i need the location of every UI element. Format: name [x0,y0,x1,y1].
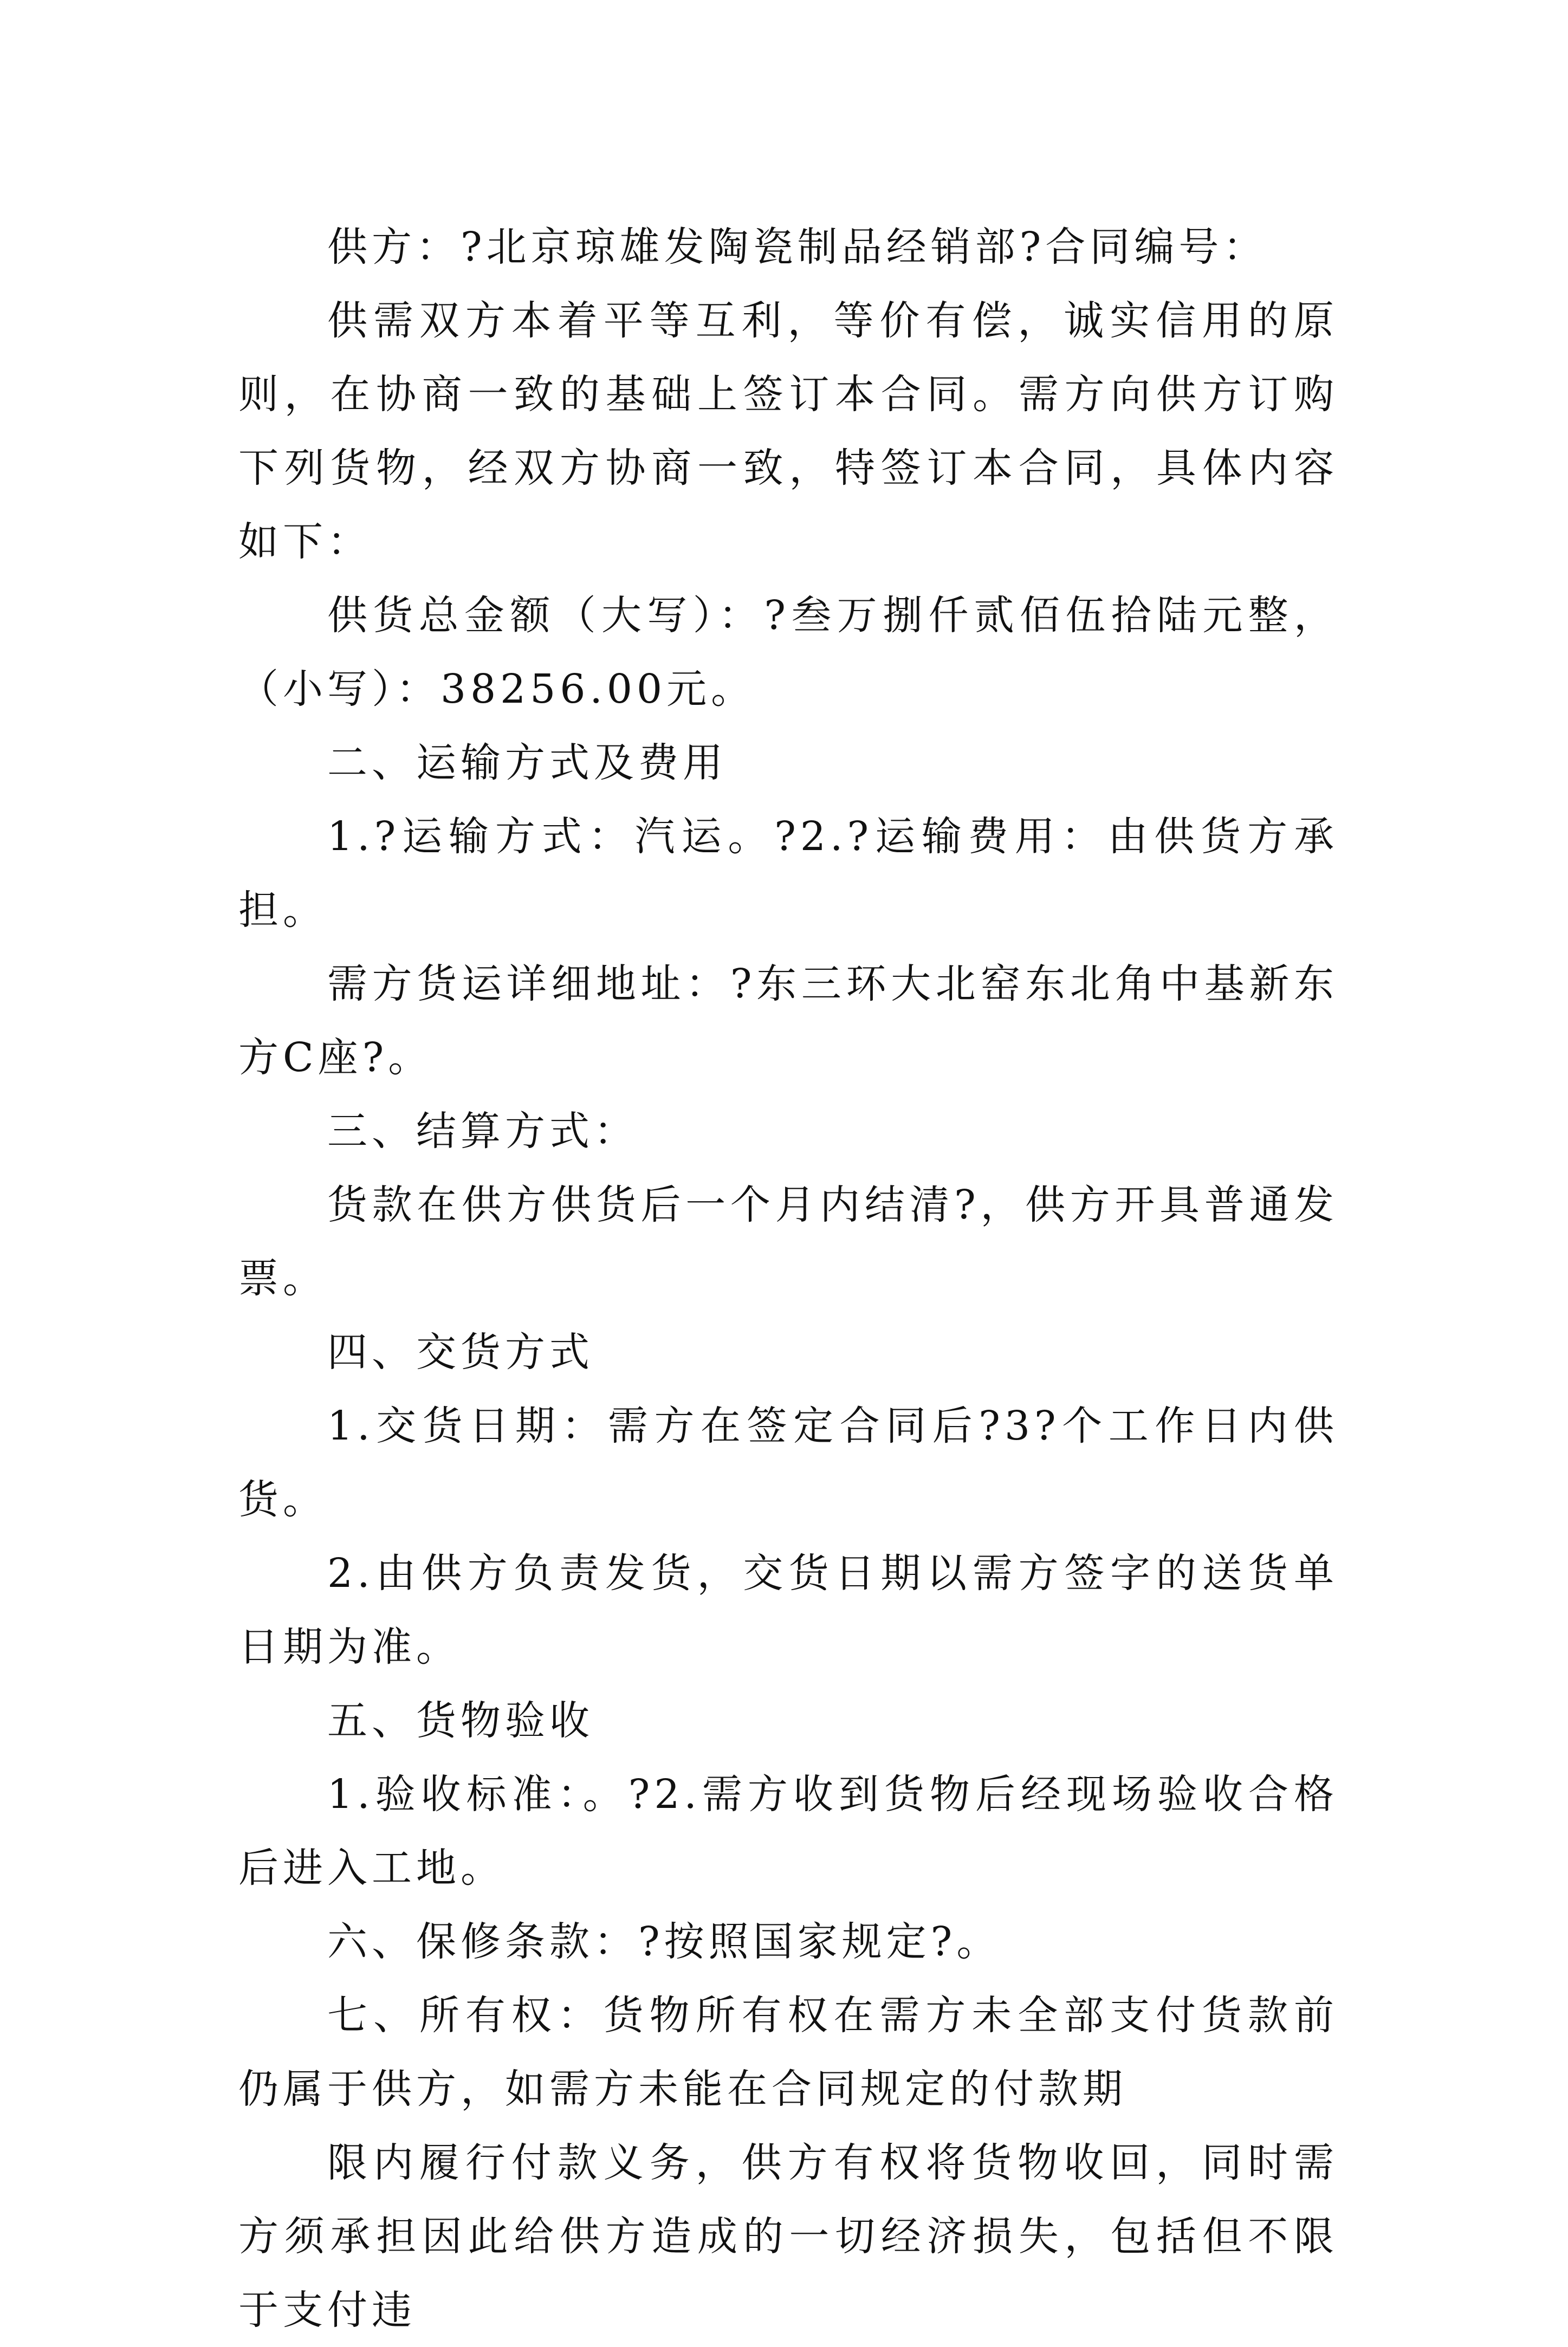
delivery-responsibility-clause: 2.由供方负责发货，交货日期以需方签字的送货单日期为准。 [238,1550,1338,1670]
supplier-line: 供方：?北京琼雄发陶瓷制品经销部?合同编号： [327,224,1268,270]
ownership-clause: 七、所有权：货物所有权在需方未全部支付货款前仍属于供方，如需方未能在合同规定的付款期 [238,1992,1338,2112]
transport-terms: 1.?运输方式：汽运。?2.?运输费用：由供货方承担。 [238,813,1338,933]
preamble-paragraph: 供需双方本着平等互利，等价有偿，诚实信用的原则，在协商一致的基础上签订本合同。需方向供方订购下列货物，经双方协商一致，特签订本合同，具体内容如下： [238,297,1338,565]
acceptance-clause: 1.验收标准：。?2.需方收到货物后经现场验收合格后进入工地。 [238,1771,1338,1891]
delivery-date-clause: 1.交货日期：需方在签定合同后?3?个工作日内供货。 [238,1403,1338,1523]
ownership-clause-continued: 限内履行付款义务，供方有权将货物收回，同时需方须承担因此给供方造成的一切经济损失，包括但不限于支付违 [238,2139,1338,2333]
document-body [238,210,1338,2347]
section-heading-settlement: 三、结算方式： [327,1108,638,1155]
total-amount-paragraph: 供货总金额（大写）：?叁万捌仟贰佰伍拾陆元整，（小写）：38256.00元。 [238,592,1338,712]
delivery-address-paragraph: 需方货运详细地址：?东三环大北窑东北角中基新东方C座?。 [238,961,1338,1081]
warranty-clause: 六、保修条款：?按照国家规定?。 [327,1918,1001,1965]
section-heading-delivery: 四、交货方式 [327,1329,594,1376]
section-heading-transport: 二、运输方式及费用 [327,740,727,786]
section-heading-acceptance: 五、货物验收 [327,1697,594,1744]
settlement-terms: 货款在供方供货后一个月内结清?，供方开具普通发票。 [238,1182,1338,1302]
